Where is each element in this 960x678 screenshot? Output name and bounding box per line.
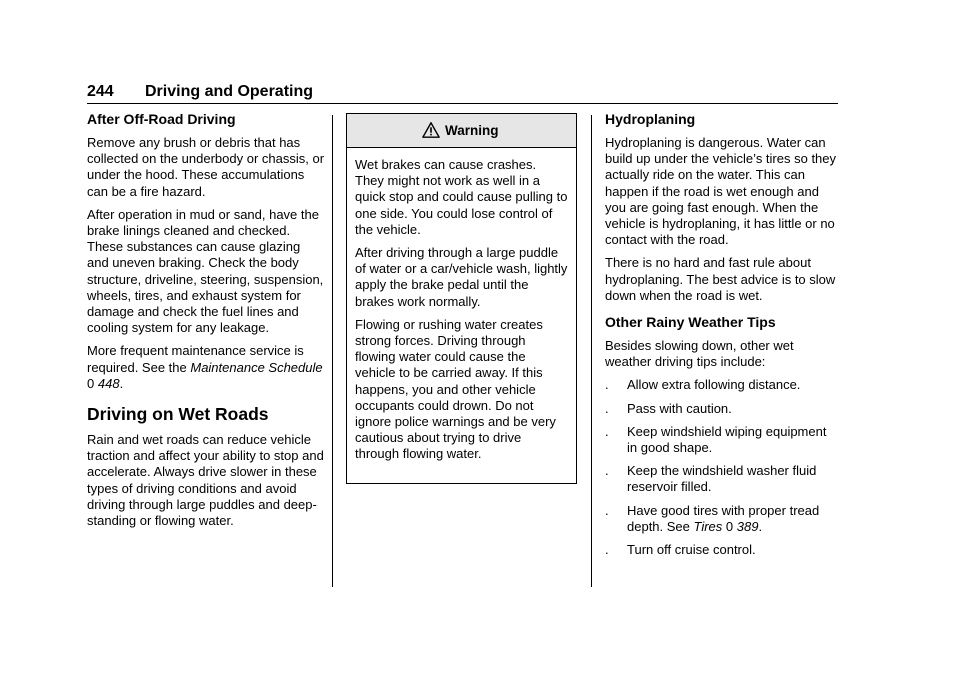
list-item: . Turn off cruise control. xyxy=(605,542,756,558)
page-reference-icon: 0 xyxy=(87,375,95,391)
maintenance-schedule-page[interactable]: 448 xyxy=(97,375,120,391)
tires-reference-text: Have good tires with proper tread depth. See xyxy=(627,502,820,534)
column-left xyxy=(87,111,325,536)
hydroplaning-paragraph-2: There is no hard and fast rule about hydroplaning. The best advice is to slow down when the road is wet. xyxy=(605,255,836,303)
maintenance-reference-text: More frequent maintenance service is required. See the xyxy=(87,343,304,375)
list-item: . Pass with caution. xyxy=(605,400,732,416)
warning-paragraph-2: After driving through a large puddle of water or a car/vehicle wash, lightly apply the brake pedal until the brakes work normally. xyxy=(355,245,568,309)
warning-title: Warning xyxy=(445,123,499,138)
sentence-end: . xyxy=(119,375,124,391)
list-item: . Allow extra following distance. xyxy=(605,377,801,393)
page-number: 244 xyxy=(87,83,114,100)
sentence-end: . xyxy=(758,518,763,534)
hydroplaning-heading: Hydroplaning xyxy=(605,111,696,127)
column-divider-left xyxy=(332,115,333,587)
bullet-icon: . xyxy=(605,502,609,518)
column-divider-right xyxy=(591,115,592,587)
wet-roads-heading: Driving on Wet Roads xyxy=(87,404,269,425)
rainy-tips-list xyxy=(605,377,840,558)
hydroplaning-paragraph-1: Hydroplaning is dangerous. Water can build up under the vehicle’s tires so they actually ride on the water. This can happen if the road is wet enough and you are going fast enough. When the vehicle is hydroplaning, it has little or no contact with the road. xyxy=(605,135,837,248)
after-offroad-paragraph-2: After operation in mud or sand, have the brake linings cleaned and checked. These substances can cause glazing and uneven braking. Check the body structure, driveline, steering, suspension, wheels, tires, and exhaust system for damage and check the fuel lines and cooling system for any leakage. xyxy=(87,206,324,336)
bullet-icon: . xyxy=(605,400,609,416)
chapter-title: Driving and Operating xyxy=(145,83,314,100)
warning-body xyxy=(347,148,576,463)
tires-link[interactable]: Tires xyxy=(693,518,723,534)
rainy-tips-heading: Other Rainy Weather Tips xyxy=(605,314,776,331)
rainy-tips-intro: Besides slowing down, other wet weather driving tips include: xyxy=(605,338,794,370)
bullet-icon: . xyxy=(605,463,609,479)
warning-header xyxy=(347,114,576,148)
warning-paragraph-1: Wet brakes can cause crashes. They might not work as well in a quick stop and could cause pulling to one side. You could lose control of the vehicle. xyxy=(355,157,568,237)
page-reference-icon: 0 xyxy=(725,518,734,534)
warning-icon xyxy=(422,121,440,139)
after-offroad-paragraph-3 xyxy=(87,343,325,392)
warning-paragraph-3: Flowing or rushing water creates strong forces. Driving through flowing water could cause the vehicle to be carried away. If this happens, you and other vehicle occupants could drown. Do not ignore police warnings and be very cautious about trying to drive through flowing water. xyxy=(355,316,556,462)
maintenance-schedule-link[interactable]: Maintenance Schedule xyxy=(190,359,323,375)
page-header xyxy=(87,83,838,104)
after-offroad-paragraph-1: Remove any brush or debris that has collected on the underbody or chassis, or under the hood. These accumulations can be a fire hazard. xyxy=(87,135,325,199)
wet-roads-paragraph: Rain and wet roads can reduce vehicle traction and affect your ability to stop and accelerate. Always drive slower in these types of driving conditions and avoid driving through large puddles and deep-standing or flowing water. xyxy=(87,432,324,529)
column-right xyxy=(605,111,840,565)
warning-box xyxy=(346,113,577,484)
tires-page[interactable]: 389 xyxy=(736,518,759,534)
list-item: . Keep windshield wiping equipment in good shape. xyxy=(605,423,827,456)
bullet-icon: . xyxy=(605,423,609,439)
bullet-icon: . xyxy=(605,542,609,558)
after-offroad-heading: After Off-Road Driving xyxy=(87,111,236,127)
list-item: . Keep the windshield washer fluid reservoir filled. xyxy=(605,463,817,495)
list-item xyxy=(605,503,840,535)
bullet-icon: . xyxy=(605,377,609,393)
